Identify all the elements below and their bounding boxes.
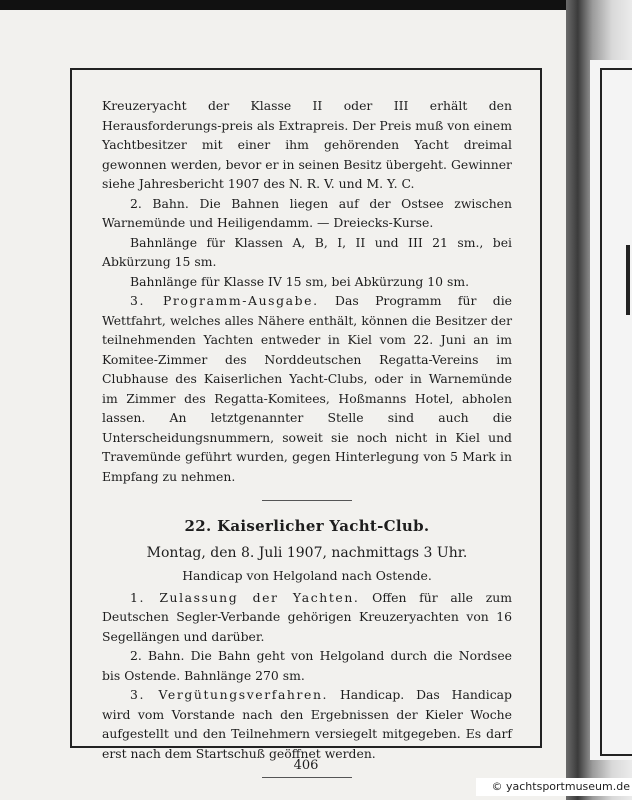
programme-text: Das Programm für die Wettfahrt, welches alles Nähere enthält, können die Besitzer der teilnehmenden Yachten entweder in Kiel vom 22. Juni an im Komitee-Zimmer des Norddeutschen Regatta-Vereins im Clubhause des Kaiserlichen Yacht-Clubs, oder in Warnemünde im Zimmer des Regatta-Komitees, Hoßmanns Hotel, abholen lassen. An letztgenannter Stelle sind auch die Unterscheidungsnummern, soweit sie noch nicht in Kiel und Travemünde geführt wurden, gegen Hinterlegung von 5 Mark in Empfang zu nehmen. [102,293,512,484]
race-route: Handicap von Helgoland nach Ostende. [182,568,432,583]
section-divider [262,500,352,501]
course-paragraph [102,194,512,233]
course-length-2: Bahnlänge für Klasse IV 15 sm, bei Abkürzung 10 sm. [130,273,470,289]
procedure-text: Handicap. Das Handicap wird vom Vorstande nach den Ergebnissen der Kieler Woche aufgestellt und den Teilnehmern versiegelt mitgegeben. Es darf erst nach dem Startschuß geöffnet werden. [102,687,512,761]
facing-page-mark [626,245,630,315]
course-text-22: Die Bahn geht von Helgoland durch die Nordsee bis Ostende. Bahnlänge 270 sm. [102,648,512,683]
procedure-label: 3. Vergütungsverfahren. [130,687,329,702]
procedure-paragraph [102,685,512,763]
section-title: 22. Kaiserlicher Yacht-Club. [184,517,430,535]
course-length-1: Bahnlänge für Klassen A, B, I, II und III 21 sm., bei Abkürzung 15 sm. [102,234,512,269]
programme-label: 3. Programm-Ausgabe. [130,293,319,308]
course-paragraph-22 [102,646,512,685]
page-number: 406 [293,758,319,773]
scan-top-edge [0,0,632,10]
course-text: Die Bahnen liegen auf der Ostsee zwischen Warnemünde und Heiligendamm. — Dreiecks-Kurse. [102,195,512,230]
programme-paragraph [102,291,512,486]
admission-text: Offen für alle zum Deutschen Segler-Verbande gehörigen Kreuzeryachten von 16 Segellängen und darüber. [102,589,512,644]
admission-paragraph [102,588,512,647]
end-divider [262,777,352,778]
prize-paragraph: Kreuzeryacht der Klasse II oder III erhält den Herausforderungs-preis als Extrapreis. Der Preis muß von einem Yachtbesitzer mit einer ihm gehörenden Yacht dreimal gewonnen werden, bevor er in seinen Besitz übergeht. Gewinner siehe Jahresbericht 1907 des N. R. V. und M. Y. C. [102,98,512,191]
course-label-22: 2. Bahn. [130,648,185,663]
course-label: 2. Bahn. [130,195,189,211]
admission-label: 1. Zulassung der Yachten. [130,589,360,605]
page-text [102,96,512,790]
facing-page-frame [600,68,632,756]
watermark: © yachtsportmuseum.de [476,778,632,796]
race-date: Montag, den 8. Juli 1907, nachmittags 3 Uhr. [146,545,468,561]
